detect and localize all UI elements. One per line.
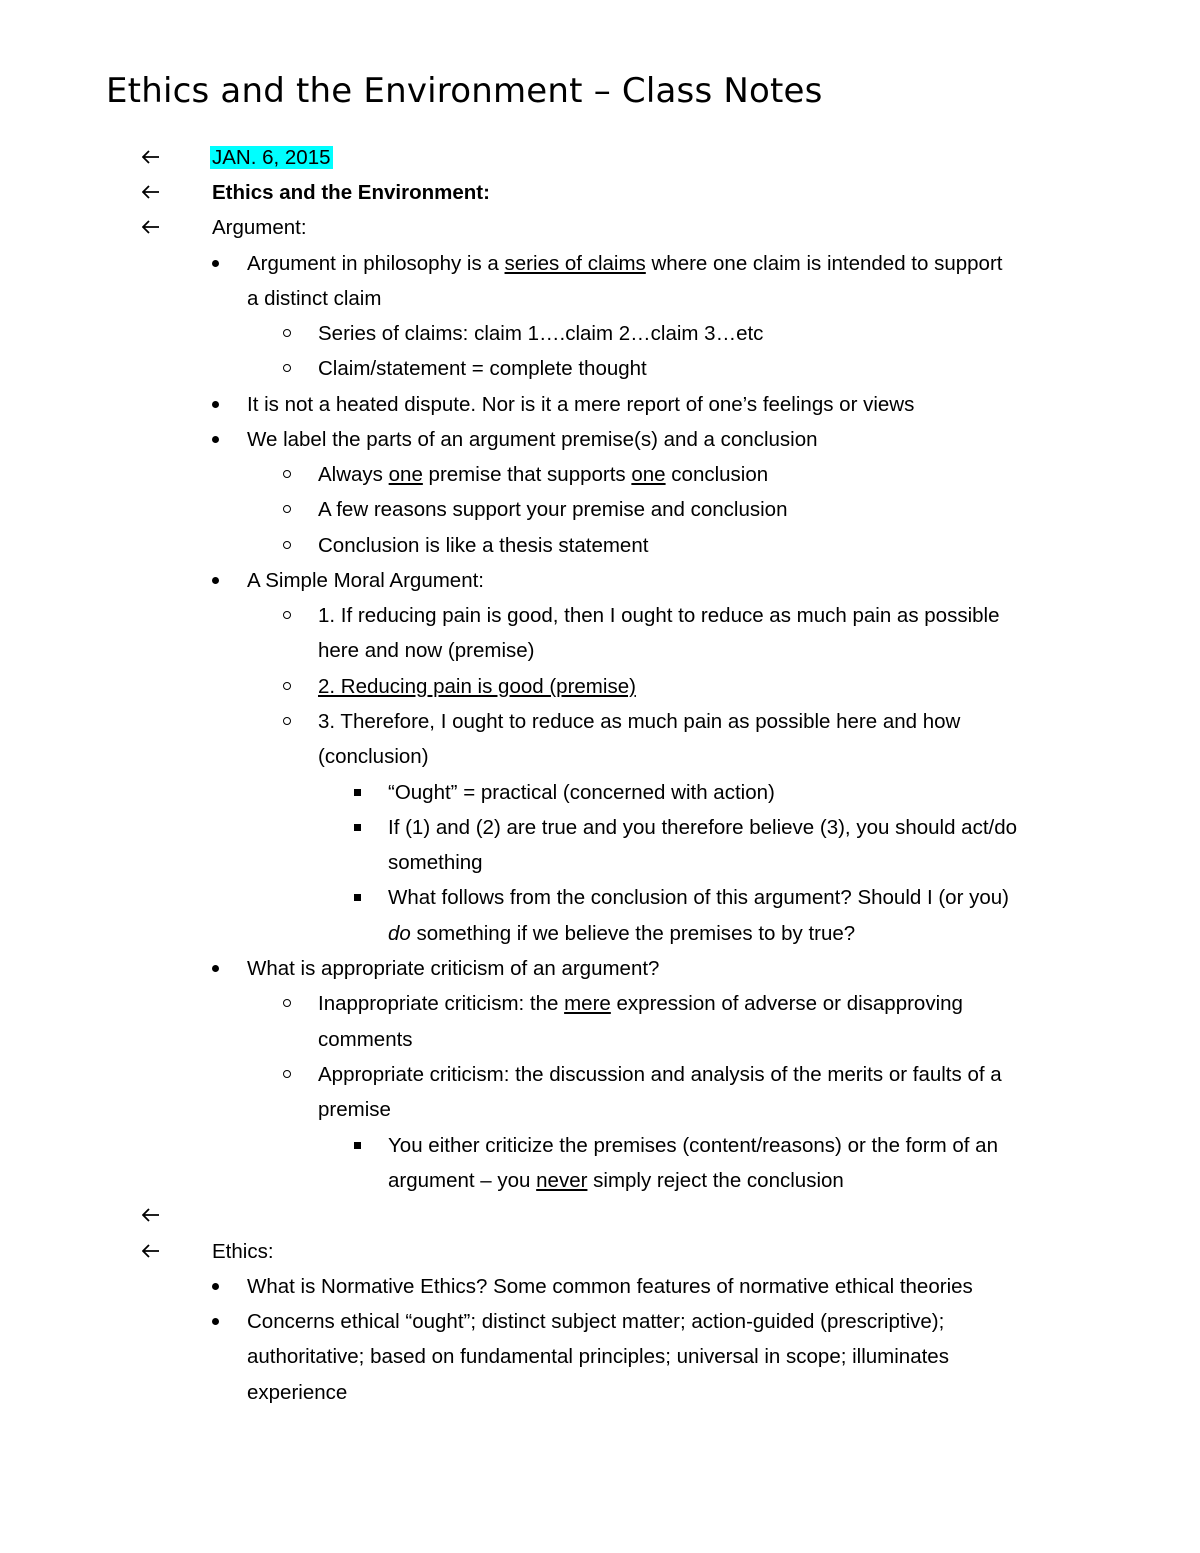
list-item: Conclusion is like a thesis statement bbox=[318, 534, 649, 557]
list-item: “Ought” = practical (concerned with action) bbox=[388, 781, 775, 804]
list-item: What is appropriate criticism of an argument? bbox=[247, 957, 660, 980]
list-item-continuation: argument – you never simply reject the conclusion bbox=[388, 1169, 844, 1192]
list-item-continuation: authoritative; based on fundamental principles; universal in scope; illuminates bbox=[247, 1345, 949, 1368]
list-item-continuation: here and now (premise) bbox=[318, 639, 535, 662]
list-item-continuation: experience bbox=[247, 1381, 348, 1404]
list-item-continuation: something bbox=[388, 851, 483, 874]
heading-argument: Argument: bbox=[212, 216, 307, 239]
list-item: Inappropriate criticism: the mere expression of adverse or disapproving bbox=[318, 992, 963, 1015]
underlined-text: 2. Reducing pain is good (premise) bbox=[318, 675, 636, 698]
list-item: A few reasons support your premise and conclusion bbox=[318, 498, 788, 521]
heading-ethics: Ethics: bbox=[212, 1240, 274, 1263]
list-item: A Simple Moral Argument: bbox=[247, 569, 484, 592]
document-title: Ethics and the Environment – Class Notes bbox=[106, 71, 823, 111]
list-item: Argument in philosophy is a series of claims where one claim is intended to support bbox=[247, 252, 1003, 275]
list-item: Series of claims: claim 1….claim 2…claim 3…etc bbox=[318, 322, 764, 345]
list-item: Claim/statement = complete thought bbox=[318, 357, 647, 380]
underlined-text: never bbox=[536, 1169, 588, 1192]
arrow-left-icon bbox=[142, 210, 162, 245]
list-item: Always one premise that supports one conclusion bbox=[318, 463, 769, 486]
underlined-text: one bbox=[631, 463, 666, 486]
list-item-continuation: a distinct claim bbox=[247, 287, 382, 310]
list-item-continuation: do something if we believe the premises to by true? bbox=[388, 922, 856, 945]
arrow-left-icon bbox=[142, 175, 162, 210]
list-item: What follows from the conclusion of this argument? Should I (or you) bbox=[388, 886, 1009, 909]
list-item: It is not a heated dispute. Nor is it a mere report of one’s feelings or views bbox=[247, 393, 915, 416]
list-item-continuation: premise bbox=[318, 1098, 391, 1121]
underlined-text: one bbox=[388, 463, 423, 486]
list-item-continuation: (conclusion) bbox=[318, 745, 429, 768]
list-item: 1. If reducing pain is good, then I ought to reduce as much pain as possible bbox=[318, 604, 1000, 627]
list-item: We label the parts of an argument premise(s) and a conclusion bbox=[247, 428, 818, 451]
italic-text: do bbox=[388, 922, 411, 945]
date-line bbox=[210, 140, 333, 175]
list-item: Appropriate criticism: the discussion and analysis of the merits or faults of a bbox=[318, 1063, 1002, 1086]
list-item: If (1) and (2) are true and you therefore believe (3), you should act/do bbox=[388, 816, 1018, 839]
arrow-left-icon bbox=[142, 1198, 162, 1233]
heading-course: Ethics and the Environment: bbox=[212, 181, 490, 204]
date-highlight: JAN. 6, 2015 bbox=[212, 146, 331, 169]
arrow-left-icon bbox=[142, 140, 162, 175]
list-item: You either criticize the premises (content/reasons) or the form of an bbox=[388, 1134, 998, 1157]
list-item: What is Normative Ethics? Some common features of normative ethical theories bbox=[247, 1275, 973, 1298]
list-item-continuation: comments bbox=[318, 1028, 413, 1051]
list-item: 3. Therefore, I ought to reduce as much pain as possible here and how bbox=[318, 710, 961, 733]
underlined-text: mere bbox=[564, 992, 611, 1015]
list-item: Concerns ethical “ought”; distinct subject matter; action-guided (prescriptive); bbox=[247, 1310, 945, 1333]
underlined-text: series of claims bbox=[504, 252, 646, 275]
list-item bbox=[318, 669, 636, 704]
arrow-left-icon bbox=[142, 1234, 162, 1269]
